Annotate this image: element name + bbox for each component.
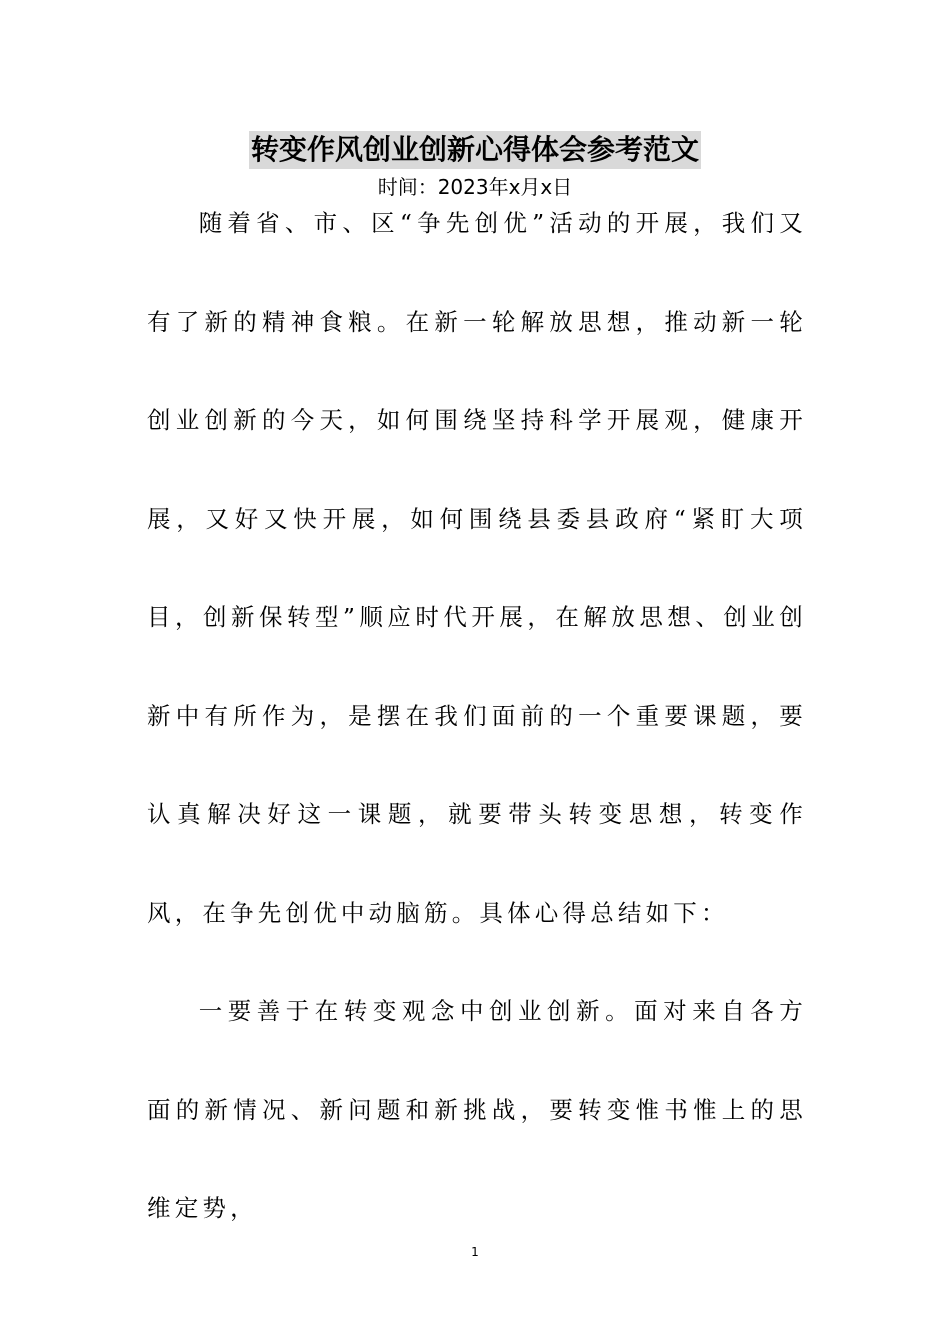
document-title: 转变作风创业创新心得体会参考范文: [249, 131, 701, 169]
title-container: [0, 131, 950, 169]
date-line: 时间：2023年x月x日: [377, 175, 573, 199]
paragraph-1: 随着省、市、区“争先创优”活动的开展，我们又有了新的精神食粮。在新一轮解放思想，推动新一轮创业创新的今天，如何围绕坚持科学开展观，健康开展，又好又快开展，如何围绕县委县政府“紧盯大项目，创新保转型”顺应时代开展，在解放思想、创业创新中有所作为，是摆在我们面前的一个重要课题，要认真解决好这一课题，就要带头转变思想，转变作风，在争先创优中动脑筋。具体心得总结如下：: [147, 209, 807, 927]
document-body: [147, 202, 807, 1258]
paragraph-2: 一要善于在转变观念中创业创新。面对来自各方面的新情况、新问题和新挑战，要转变惟书惟上的思维定势，: [147, 997, 807, 1222]
page-number: 1: [471, 1245, 479, 1259]
